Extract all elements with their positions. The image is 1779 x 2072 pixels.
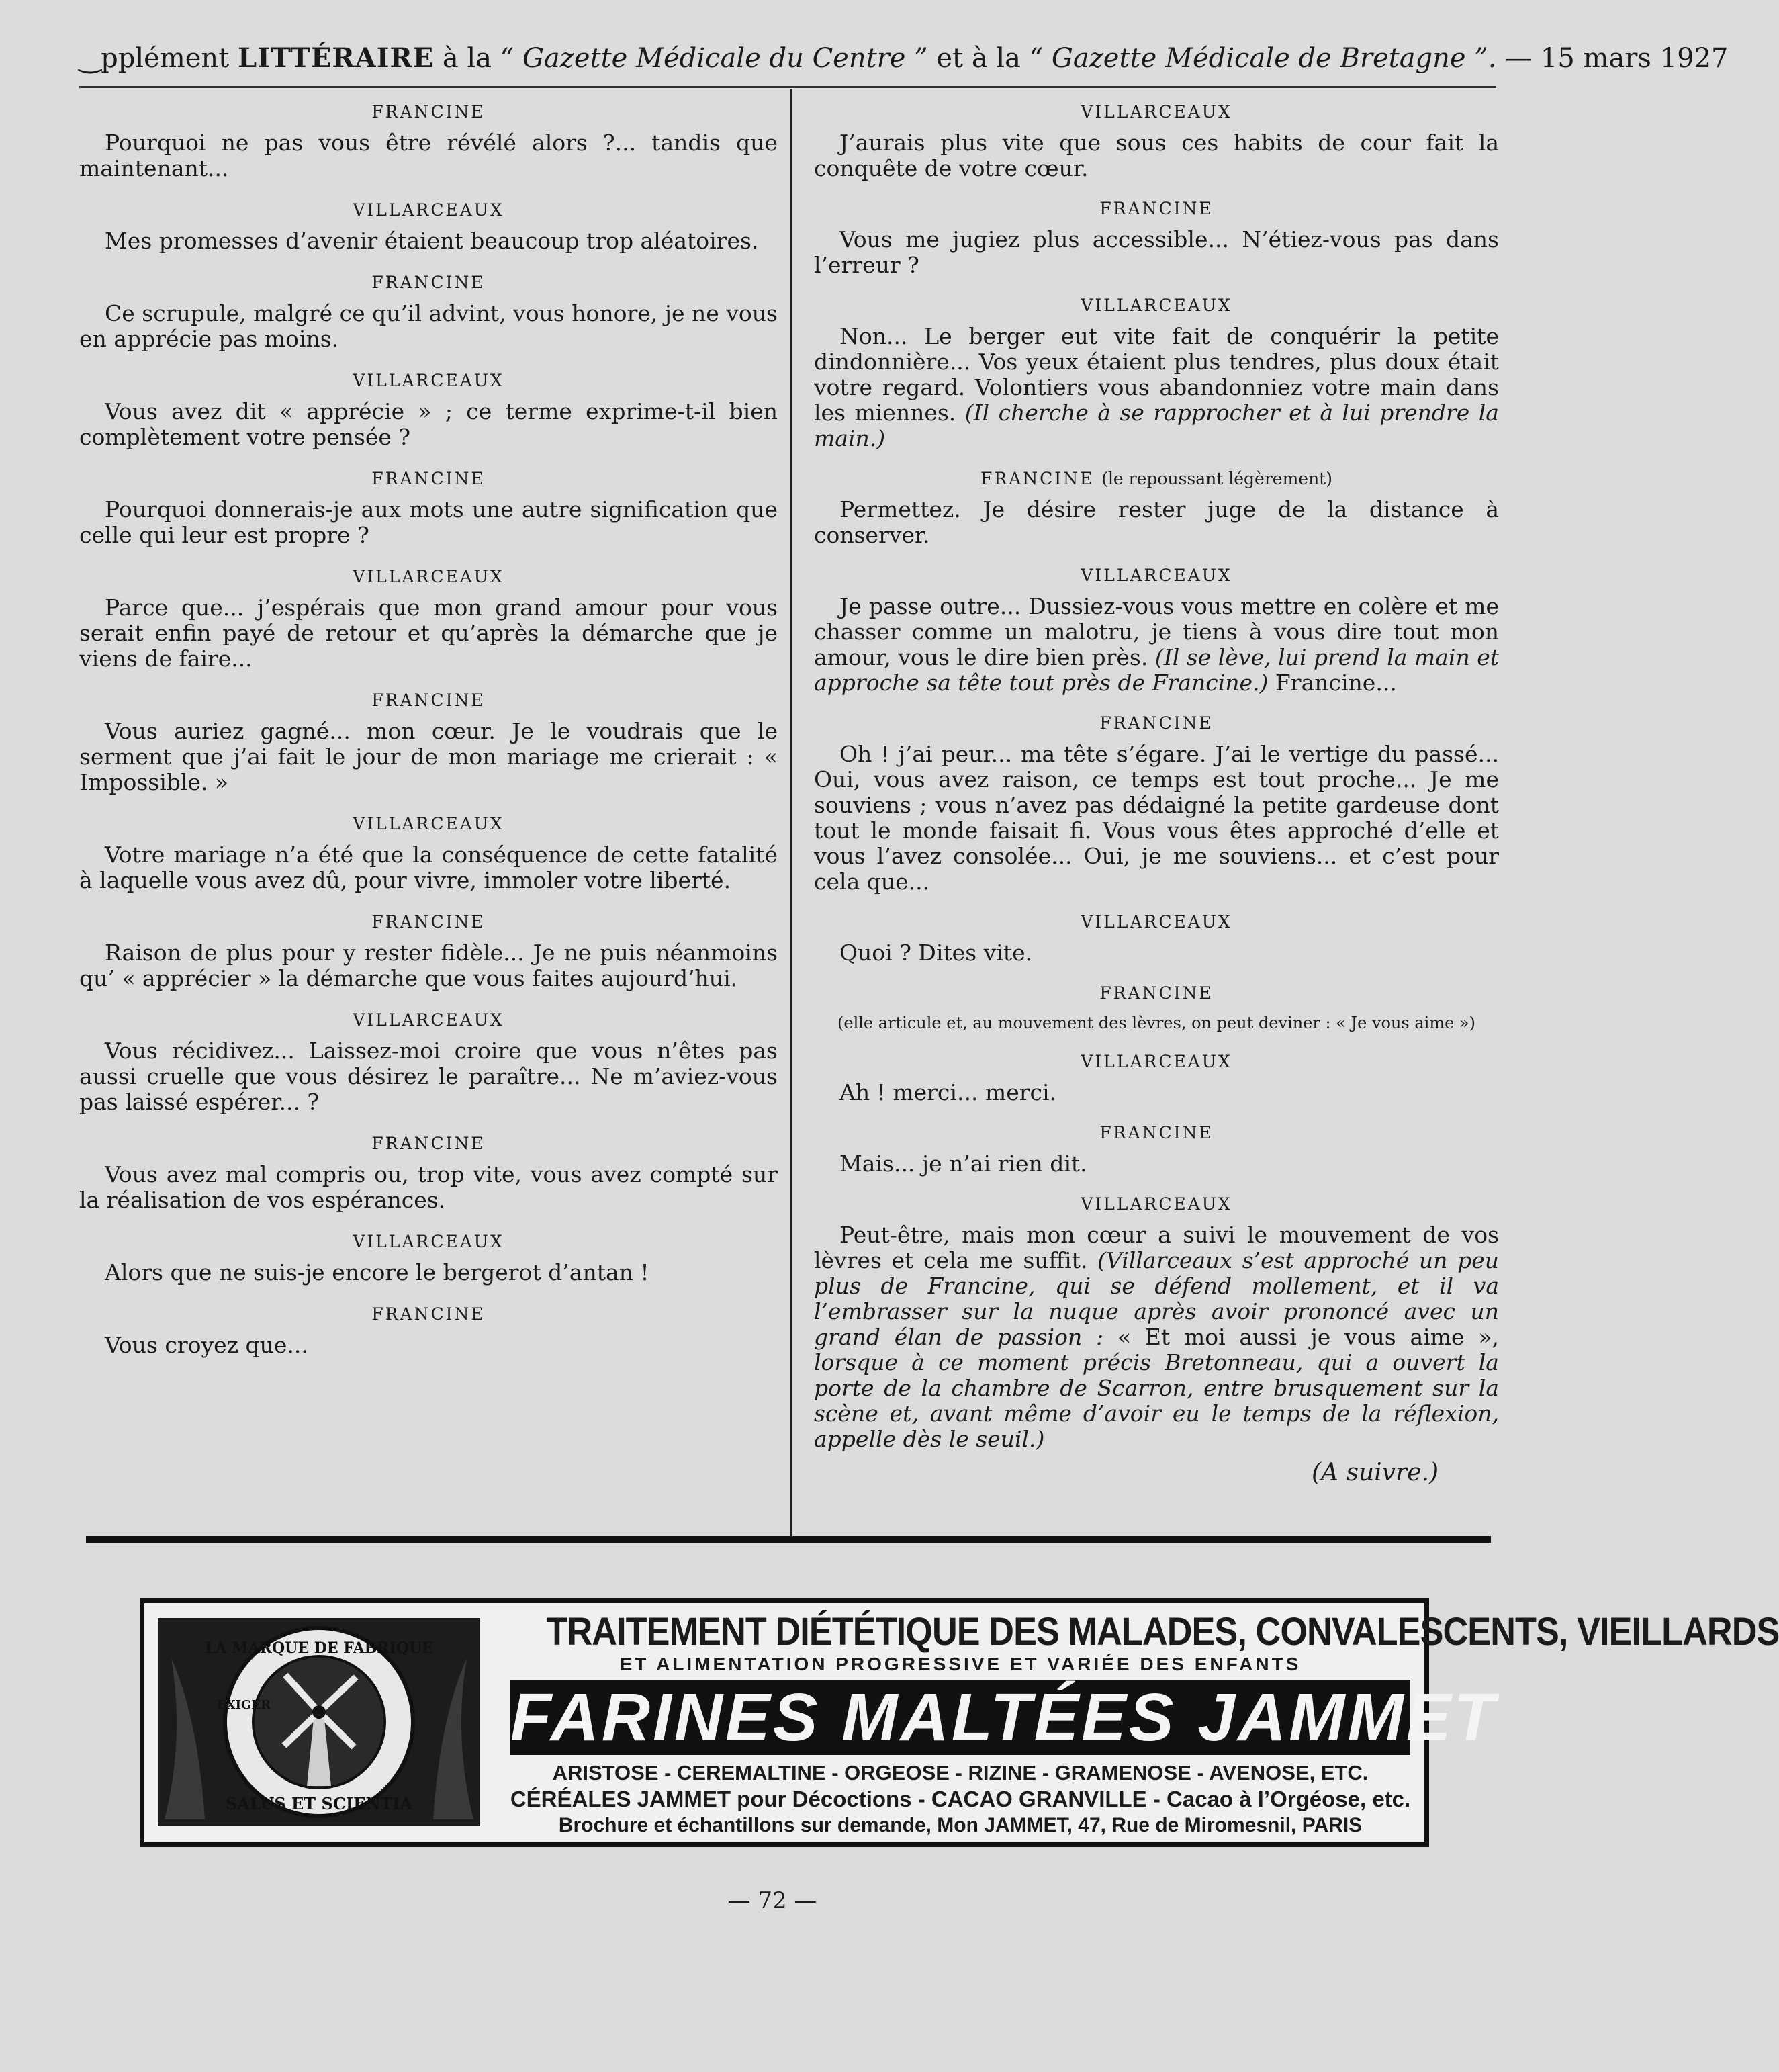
speaker-label: VILLARCEAUX [1081, 102, 1232, 122]
speaker-label: FRANCINE [371, 1304, 486, 1324]
speaker-label: VILLARCEAUX [353, 371, 504, 390]
dialogue-text-continued: Francine... [1275, 670, 1397, 696]
speaker-name [79, 566, 778, 588]
speaker-name [814, 1122, 1499, 1144]
speaker-label: FRANCINE [371, 1134, 486, 1153]
ad-address: Brochure et échantillons sur demande, Mon JAMMET, 47, Rue de Miromesnil, PARIS [558, 1814, 1363, 1836]
dialogue-text: Quoi ? Dites vite. [839, 940, 1033, 966]
header-rule [79, 86, 1496, 88]
dialogue-line [79, 399, 778, 450]
dialogue-line [814, 741, 1499, 895]
dialogue-text: Permettez. Je désire rester juge de la distance à conserver. [814, 496, 1499, 548]
left-column [79, 101, 778, 1358]
stage-direction: (Villarceaux s’est approché un peu plus de Francine, qui se défend mollement, et il va l’embrasser sur la nuque après avoir prononcé avec un grand élan de passion : [814, 1247, 1499, 1350]
dialogue-line [79, 130, 778, 181]
header-a-la-2: et à la [936, 43, 1021, 74]
dialogue-line [79, 595, 778, 672]
bottom-rule [86, 1536, 1491, 1543]
speaker-label: VILLARCEAUX [353, 814, 504, 834]
speaker-label: FRANCINE [371, 102, 486, 122]
speaker-label: FRANCINE [1099, 983, 1214, 1003]
stage-direction: (le repoussant légèrement) [1101, 469, 1332, 488]
dialogue-line [79, 719, 778, 795]
dialogue-line [79, 301, 778, 352]
logo-exiger: EXIGER [216, 1698, 271, 1712]
header-date: — 15 mars 1927 [1505, 43, 1729, 74]
dialogue-text: Non... Le berger eut vite fait de conquérir la petite dindonnière... Vos yeux étaient plus tendres, plus doux était votre regard. Volontiers vous abandonniez votre main dans les miennes. [814, 323, 1499, 426]
speaker-name [814, 101, 1499, 124]
running-header [79, 35, 1729, 82]
dialogue-line [814, 1151, 1499, 1177]
logo-text-top: LA MARQUE DE FABRIQUE [205, 1639, 433, 1657]
speaker-name [79, 1132, 778, 1155]
dialogue-text: Ce scrupule, malgré ce qu’il advint, vous honore, je ne vous en apprécie pas moins. [79, 300, 778, 352]
speaker-name [814, 467, 1499, 490]
column-divider [790, 89, 792, 1536]
stage-direction: (Il se lève, lui prend la main et approche sa tête tout près de Francine.) [814, 644, 1499, 696]
ad-subtitle: ET ALIMENTATION PROGRESSIVE ET VARIÉE DES ENFANTS [619, 1654, 1302, 1674]
speaker-name [814, 712, 1499, 735]
speaker-label: VILLARCEAUX [1081, 1194, 1232, 1214]
header-litteraire: LITTÉRAIRE [237, 42, 435, 74]
dialogue-text: Mes promesses d’avenir étaient beaucoup trop aléatoires. [105, 228, 759, 254]
ad-title: TRAITEMENT DIÉTÉTIQUE DES MALADES, CONVALESCENTS, VIEILLARDS [546, 1610, 1779, 1654]
dialogue-text: Vous avez dit « apprécie » ; ce terme exprime-t-il bien complètement votre pensée ? [79, 398, 778, 450]
ad-brand: FARINES MALTÉES JAMMET [510, 1680, 1498, 1755]
speaker-name [814, 982, 1499, 1005]
speaker-name [814, 1050, 1499, 1073]
dialogue-line [79, 497, 778, 548]
header-gazette-bretagne: “ Gazette Médicale de Bretagne ”. [1029, 43, 1497, 74]
stage-direction-continued: lorsque à ce moment précis Bretonneau, qui a ouvert la porte de la chambre de Scarron, entre brusquement sur la scène et, avant même d’avoir eu le temps de la réflexion, appelle dès le seuil.) [814, 1349, 1499, 1452]
header-gazette-centre: “ Gazette Médicale du Centre ” [500, 43, 928, 74]
speaker-label: VILLARCEAUX [1081, 566, 1232, 585]
dialogue-text: Vous me jugiez plus accessible... N’étiez-vous pas dans l’erreur ? [814, 226, 1499, 278]
speaker-label: FRANCINE [371, 469, 486, 488]
speaker-label: VILLARCEAUX [353, 1232, 504, 1251]
dialogue-text: Ah ! merci... merci. [839, 1079, 1057, 1106]
dialogue-text: Vous croyez que... [105, 1332, 308, 1358]
dialogue-line [79, 228, 778, 254]
speaker-name [79, 199, 778, 222]
dialogue-line [814, 1222, 1499, 1452]
dialogue-line [79, 1260, 778, 1286]
dialogue-text: Votre mariage n’a été que la conséquence de cette fatalité à laquelle vous avez dû, pour vivre, immoler votre liberté. [79, 842, 778, 893]
right-column [814, 101, 1499, 1486]
dialogue-text: Vous avez mal compris ou, trop vite, vous avez compté sur la réalisation de vos espérances. [79, 1161, 778, 1213]
dialogue-line [814, 497, 1499, 548]
speaker-name [814, 294, 1499, 317]
stage-direction-line: (elle articule et, au mouvement des lèvres, on peut deviner : « Je vous aime ») [837, 1014, 1475, 1032]
dialogue-line [814, 940, 1499, 966]
dialogue-line [79, 940, 778, 991]
dialogue-line [814, 324, 1499, 451]
speaker-label: VILLARCEAUX [1081, 1052, 1232, 1071]
dialogue-text: Vous auriez gagné... mon cœur. Je le voudrais que le serment que j’ai fait le jour de mon mariage me crierait : « Impossible. » [79, 718, 778, 795]
dialogue-line [79, 1162, 778, 1213]
dialogue-line [79, 842, 778, 893]
dialogue-text: Peut-être, mais mon cœur a suivi le mouvement de vos lèvres et cela me suffit. [814, 1222, 1499, 1273]
dialogue-line [814, 594, 1499, 696]
dialogue-text: Pourquoi ne pas vous être révélé alors ?... tandis que maintenant... [79, 130, 778, 181]
speaker-name [79, 911, 778, 934]
logo-motto: SALUS ET SCIENTIA [225, 1794, 413, 1813]
dialogue-text: Pourquoi donnerais-je aux mots une autre signification que celle qui leur est propre ? [79, 496, 778, 548]
dialogue-line [814, 1080, 1499, 1106]
ad-text-block [500, 1610, 1779, 1838]
speaker-name [79, 271, 778, 294]
speaker-name [814, 564, 1499, 587]
to-be-continued: (A suivre.) [1312, 1459, 1439, 1486]
dialogue-text: Oh ! j’ai peur... ma tête s’égare. J’ai le vertige du passé... Oui, vous avez raison, ce temps est tout proche... Je me souviens ; vous n’avez pas dédaigné la petite gardeuse dont tout le monde faisait fi. Vous vous êtes approché d’elle et vous l’avez consolée... Oui, je me souviens... et c’est pour cela que... [814, 741, 1499, 895]
speaker-label: FRANCINE [371, 912, 486, 932]
ad-cereals: CÉRÉALES JAMMET pour Décoctions - CACAO GRANVILLE - Cacao à l’Orgéose, etc. [510, 1787, 1411, 1811]
dialogue-text: Raison de plus pour y rester fidèle... Je ne puis néanmoins qu’ « apprécier » la démarche que vous faites aujourd’hui. [79, 940, 778, 991]
stage-direction: (Il cherche à se rapprocher et à lui prendre la main.) [814, 400, 1499, 451]
speaker-name [814, 1193, 1499, 1216]
dialogue-line [814, 130, 1499, 181]
speaker-label: FRANCINE [371, 690, 486, 710]
speaker-name [814, 197, 1499, 220]
speaker-label: FRANCINE [1099, 1123, 1214, 1142]
dialogue-text-continued: « Et moi aussi je vous aime », [1117, 1324, 1499, 1350]
dialogue-text: Parce que... j’espérais que mon grand amour pour vous serait enfin payé de retour et qu’après la démarche que je viens de faire... [79, 594, 778, 672]
speaker-name [79, 369, 778, 392]
dialogue-text: Je passe outre... Dussiez-vous vous mettre en colère et me chasser comme un malotru, je tiens à vous dire tout mon amour, vous le dire bien près. [814, 593, 1499, 670]
dialogue-text: Mais... je n’ai rien dit. [839, 1151, 1087, 1177]
dialogue-text: J’aurais plus vite que sous ces habits de cour fait la conquête de votre cœur. [814, 130, 1499, 181]
speaker-name [79, 813, 778, 836]
dialogue-line [79, 1333, 778, 1358]
speaker-label: FRANCINE [371, 273, 486, 292]
speaker-name [79, 1230, 778, 1253]
advertisement [140, 1598, 1779, 1847]
speaker-name [79, 1009, 778, 1032]
page-number: — 72 — [727, 1887, 817, 1914]
speaker-name [814, 911, 1499, 934]
dialogue-line [814, 227, 1499, 278]
speaker-label: FRANCINE [980, 469, 1095, 488]
speaker-label: VILLARCEAUX [1081, 296, 1232, 315]
speaker-label: FRANCINE [1099, 199, 1214, 218]
speaker-name [79, 101, 778, 124]
speaker-name [79, 467, 778, 490]
dialogue-text: Alors que ne suis-je encore le bergerot d’antan ! [105, 1259, 649, 1286]
header-prefix: ‿pplément [79, 43, 230, 74]
trademark-logo [158, 1618, 480, 1826]
speaker-label: VILLARCEAUX [353, 200, 504, 220]
dialogue-line [79, 1038, 778, 1115]
speaker-name [79, 689, 778, 712]
speaker-label: VILLARCEAUX [353, 567, 504, 586]
ad-products: ARISTOSE - CEREMALTINE - ORGEOSE - RIZINE - GRAMENOSE - AVENOSE, ETC. [552, 1761, 1369, 1785]
speaker-name [79, 1303, 778, 1326]
dialogue-text: Vous récidivez... Laissez-moi croire que vous n’êtes pas aussi cruelle que vous désirez le paraître... Ne m’aviez-vous pas laissé espérer... ? [79, 1038, 778, 1115]
speaker-label: FRANCINE [1099, 713, 1214, 733]
speaker-label: VILLARCEAUX [353, 1010, 504, 1030]
header-a-la-1: à la [442, 43, 492, 74]
speaker-label: VILLARCEAUX [1081, 912, 1232, 932]
